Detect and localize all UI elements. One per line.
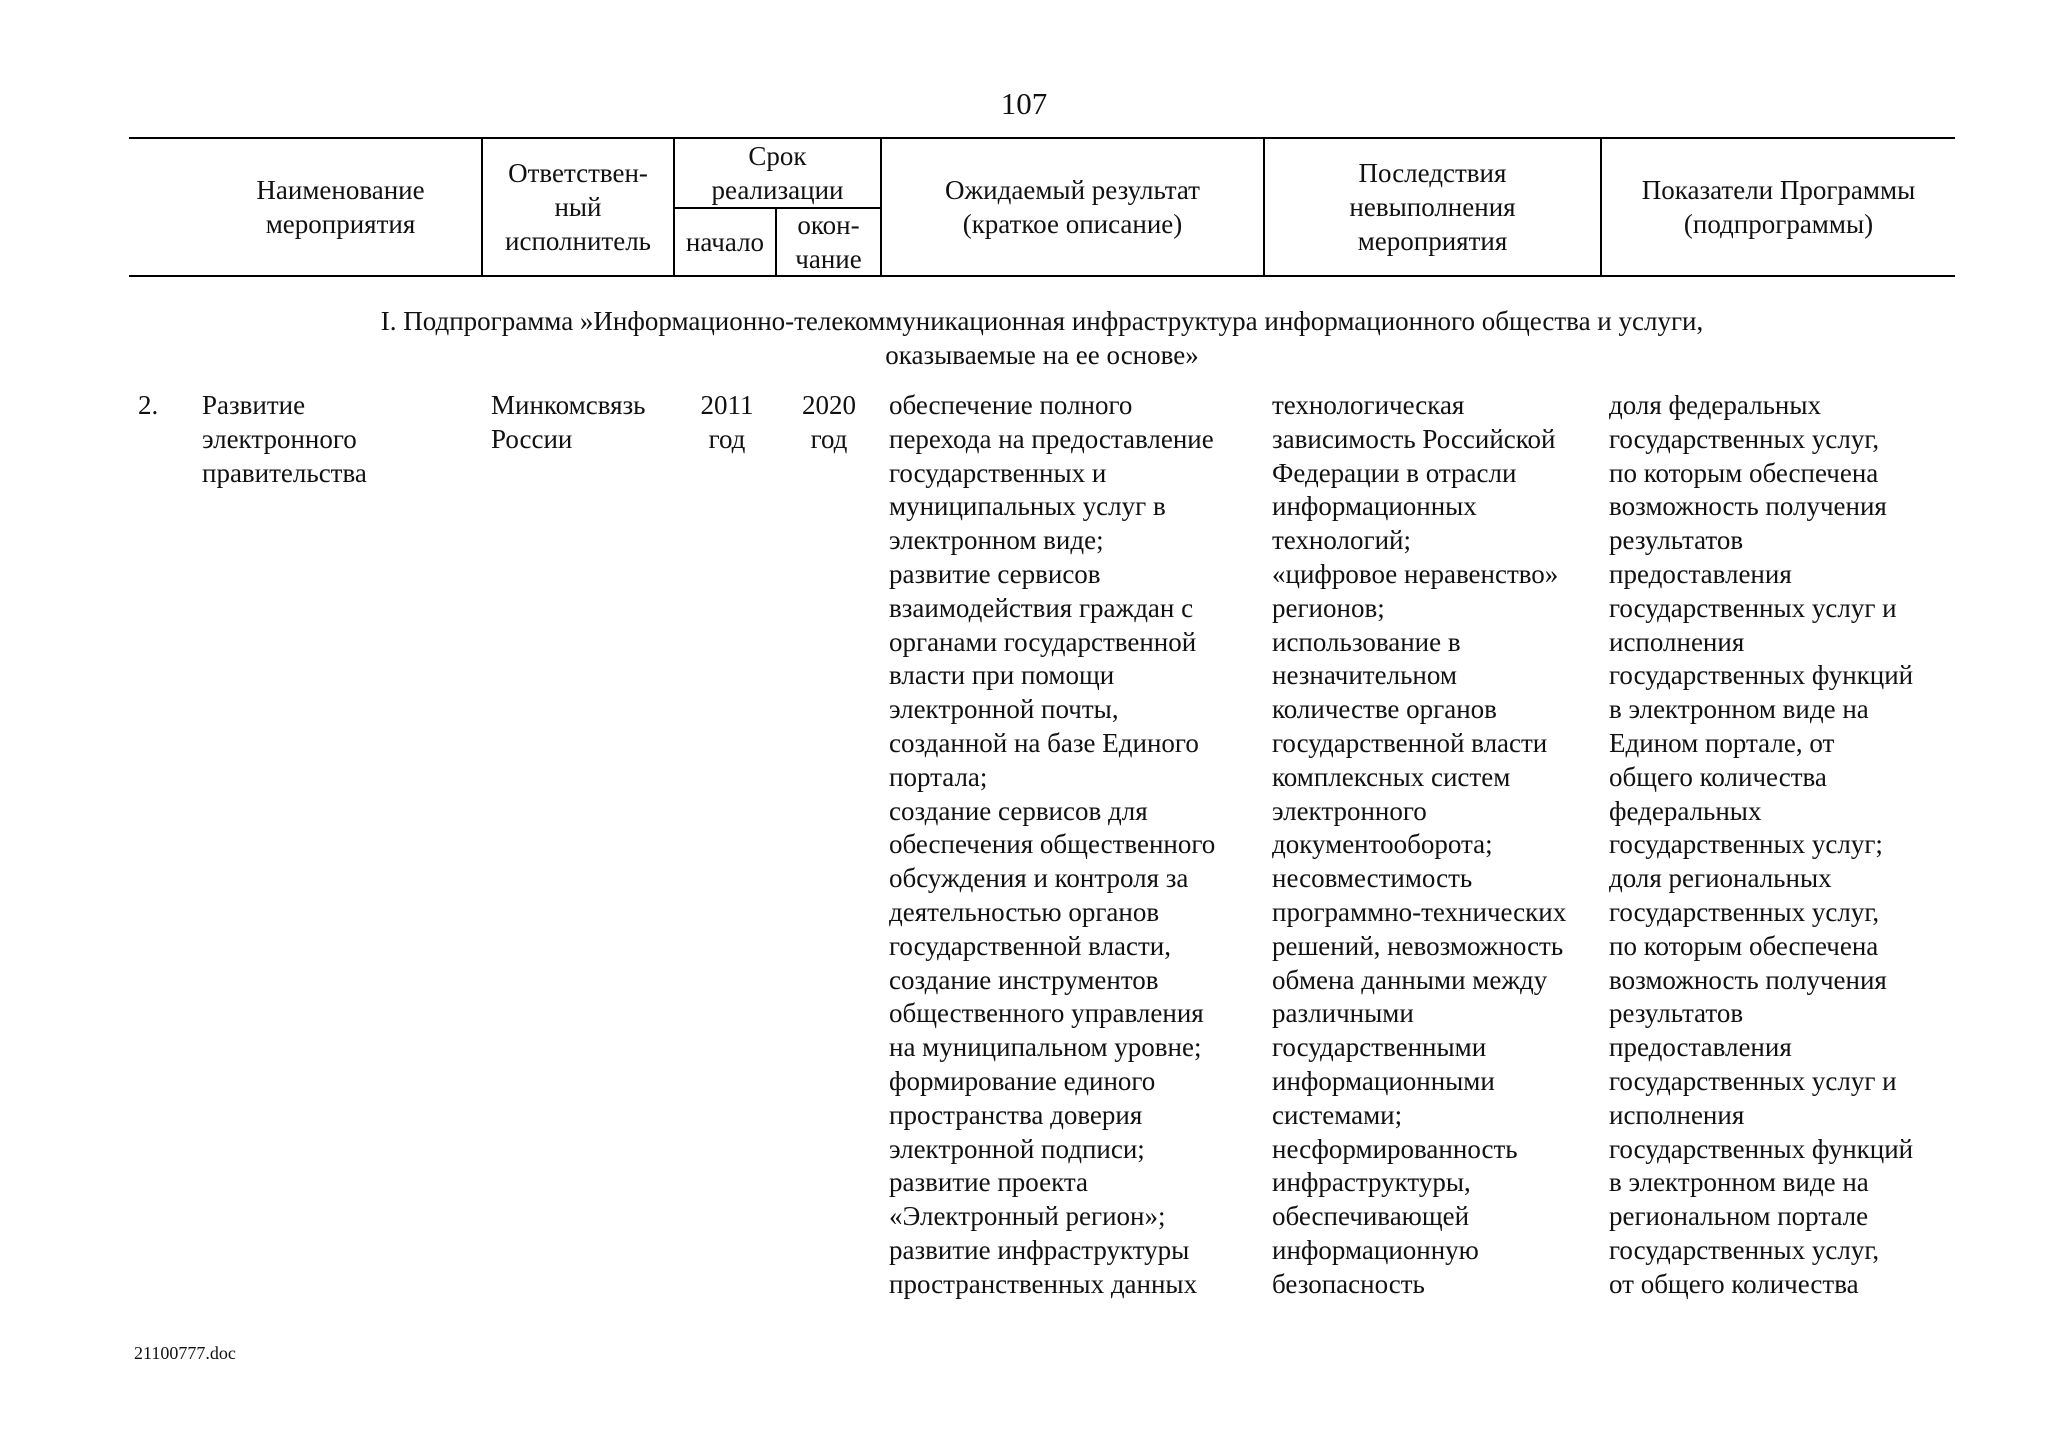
header-start-label: начало <box>685 227 765 257</box>
header-term-label: Срок реализации <box>711 140 844 205</box>
row-start: 2011 год <box>700 390 754 454</box>
row-name: Развитие электронного правительства <box>202 390 367 488</box>
header-result-label: Ожидаемый результат (краткое описание) <box>945 174 1200 239</box>
header-executor <box>483 138 673 275</box>
header-executor-label: Ответствен- ный исполнитель <box>505 157 651 256</box>
row-end: 2020 год <box>802 390 856 454</box>
header-name <box>200 138 481 275</box>
row-consequences: технологическая зависимость Российской Федерации в отрасли информационных технологий; «цифровое неравенство» регионов; использование в незначительном количестве органов государственной власти комплексных систем электронного документооборота; несовместимость программно-технических решений, невозможность обмена данными между различными государственными информационными системами; несформированность инфраструктуры, обеспечивающей информационную безопасность <box>1272 390 1567 1299</box>
header-bottom-rule <box>129 275 1955 277</box>
header-end <box>777 209 880 275</box>
row-number: 2. <box>138 390 159 420</box>
header-result <box>882 138 1263 275</box>
header-indicators <box>1602 138 1955 275</box>
header-term <box>675 138 880 207</box>
header-consequences <box>1265 138 1600 275</box>
header-consequences-label: Последствия невыполнения мероприятия <box>1349 157 1516 256</box>
page-number: 107 <box>1000 86 1048 121</box>
row-indicators: доля федеральных государственных услуг, по которым обеспечена возможность получения результатов предоставления государственных услуг и исполнения государственных функций в электронном виде на Едином портале, от общего количества федеральных государственных услуг; доля региональных государственных услуг, по которым обеспечена возможность получения результатов предоставления государственных услуг и исполнения государственных функций в электронном виде на региональном портале государственных услуг, от общего количества <box>1609 390 1914 1299</box>
header-end-label: окон- чание <box>795 210 862 274</box>
row-result: обеспечение полного перехода на предоставление государственных и муниципальных услуг в электронном виде; развитие сервисов взаимодействия граждан с органами государственной власти при помощи электронной почты, созданной на базе Единого портала; создание сервисов для обеспечения общественного обсуждения и контроля за деятельностью органов государственной власти, создание инструментов общественного управления на муниципальном уровне; формирование единого пространства доверия электронной подписи; развитие проекта «Электронный регион»; развитие инфраструктуры пространственных данных <box>889 390 1216 1299</box>
header-start <box>675 209 775 275</box>
row-executor: Минкомсвязь России <box>491 390 646 454</box>
footer-filename: 21100777.doc <box>134 1343 236 1363</box>
header-indicators-label: Показатели Программы (подпрограммы) <box>1641 174 1916 239</box>
header-name-label: Наименование мероприятия <box>256 174 425 239</box>
section-title: I. Подпрограмма »Информационно-телекоммуникационная инфраструктура информационного общества и услуги, оказываемые на ее основе» <box>380 306 1704 370</box>
